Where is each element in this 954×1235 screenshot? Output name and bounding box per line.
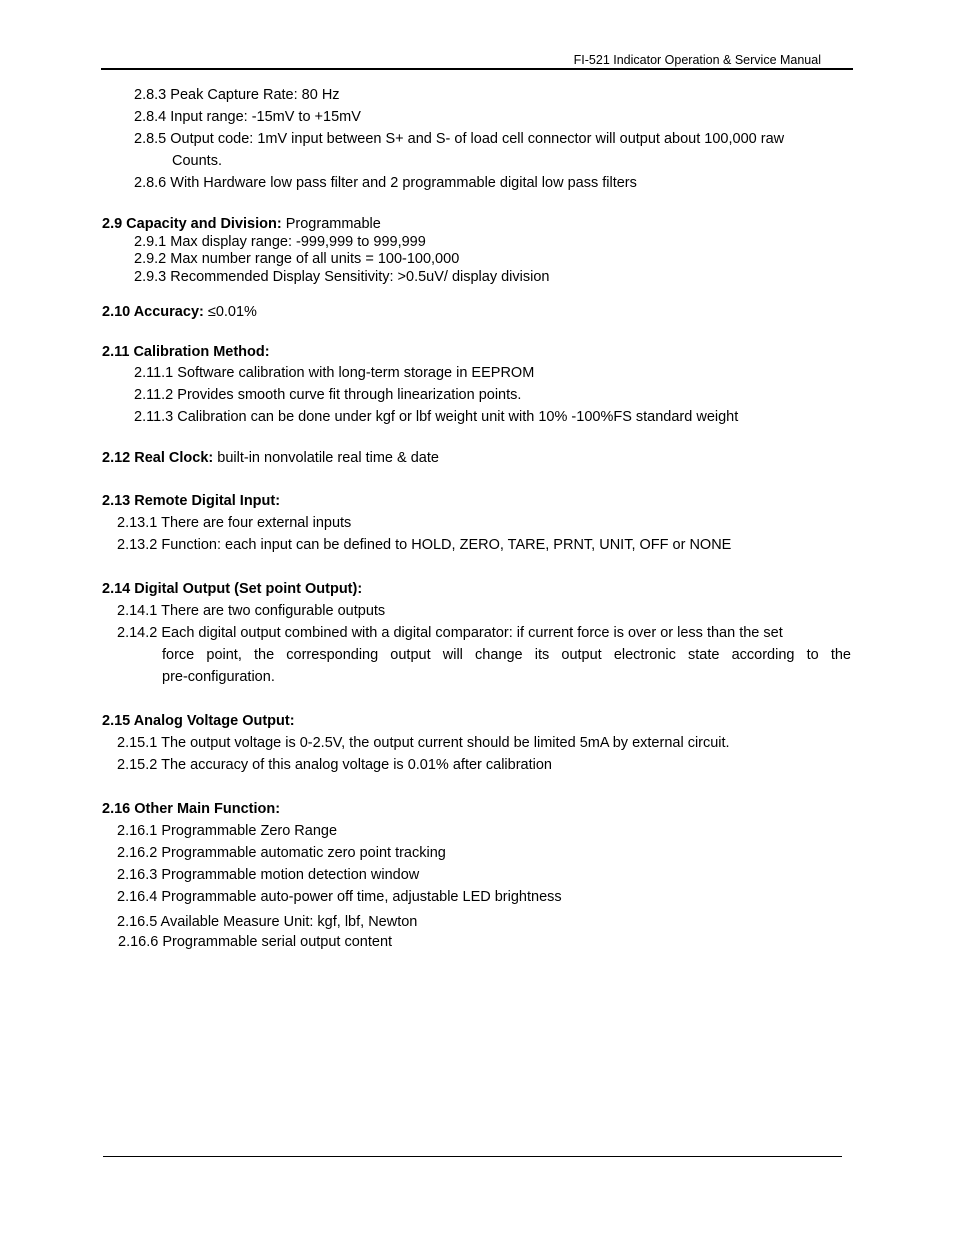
item-2-14-2: 2.14.2 Each digital output combined with a digital comparator: if current force is over or less than the set	[117, 625, 783, 641]
footer-rule	[103, 1156, 842, 1157]
item-2-8-6: 2.8.6 With Hardware low pass filter and 2 programmable digital low pass filters	[134, 175, 637, 191]
item-2-16-2: 2.16.2 Programmable automatic zero point tracking	[117, 845, 446, 861]
item-2-15-1: 2.15.1 The output voltage is 0-2.5V, the output current should be limited 5mA by external circuit.	[117, 735, 730, 751]
item-2-9-1: 2.9.1 Max display range: -999,999 to 999,999	[134, 234, 426, 250]
section-2-12	[102, 449, 439, 467]
item-2-11-2: 2.11.2 Provides smooth curve fit through linearization points.	[134, 387, 522, 403]
item-2-11-3: 2.11.3 Calibration can be done under kgf or lbf weight unit with 10% -100%FS standard weight	[134, 409, 739, 425]
section-2-16-title: 2.16 Other Main Function:	[102, 801, 281, 817]
item-2-8-3: 2.8.3 Peak Capture Rate: 80 Hz	[134, 87, 340, 103]
item-2-16-6: 2.16.6 Programmable serial output content	[118, 934, 393, 950]
item-2-14-2-cont: force point, the corresponding output will change its output electronic state according to the	[162, 647, 851, 663]
item-2-9-3: 2.9.3 Recommended Display Sensitivity: >0.5uV/ display division	[134, 269, 550, 285]
section-2-9-title: 2.9 Capacity and Division:	[102, 216, 282, 232]
item-2-15-2: 2.15.2 The accuracy of this analog voltage is 0.01% after calibration	[117, 757, 552, 773]
running-header: FI-521 Indicator Operation & Service Manual	[573, 53, 821, 67]
section-2-9	[102, 215, 381, 233]
item-2-8-5-cont: Counts.	[172, 153, 222, 169]
section-2-10-title: 2.10 Accuracy:	[102, 304, 204, 320]
item-2-8-5: 2.8.5 Output code: 1mV input between S+ and S- of load cell connector will output about 100,000 raw	[134, 131, 785, 147]
item-2-16-3: 2.16.3 Programmable motion detection window	[117, 867, 420, 883]
header-rule	[101, 68, 853, 70]
section-2-13-title: 2.13 Remote Digital Input:	[102, 493, 281, 509]
section-2-11-title: 2.11 Calibration Method:	[102, 344, 270, 360]
section-2-12-title: 2.12 Real Clock:	[102, 450, 214, 466]
item-2-14-1: 2.14.1 There are two configurable outputs	[117, 603, 386, 619]
item-2-11-1: 2.11.1 Software calibration with long-term storage in EEPROM	[134, 365, 535, 381]
item-2-16-5: 2.16.5 Available Measure Unit: kgf, lbf, Newton	[117, 914, 418, 930]
section-2-15-title: 2.15 Analog Voltage Output:	[102, 713, 295, 729]
item-2-13-2: 2.13.2 Function: each input can be defined to HOLD, ZERO, TARE, PRNT, UNIT, OFF or NONE	[117, 537, 732, 553]
section-2-9-value: Programmable	[281, 216, 381, 232]
section-2-10-value: ≤0.01%	[203, 304, 257, 320]
section-2-14-title: 2.14 Digital Output (Set point Output):	[102, 581, 363, 597]
item-2-16-1: 2.16.1 Programmable Zero Range	[117, 823, 338, 839]
item-2-16-4: 2.16.4 Programmable auto-power off time, adjustable LED brightness	[117, 889, 562, 905]
item-2-9-2: 2.9.2 Max number range of all units = 100-100,000	[134, 251, 460, 267]
item-2-8-4: 2.8.4 Input range: -15mV to +15mV	[134, 109, 361, 125]
item-2-13-1: 2.13.1 There are four external inputs	[117, 515, 352, 531]
section-2-10	[102, 303, 257, 321]
section-2-12-value: built-in nonvolatile real time & date	[213, 450, 439, 466]
item-2-14-2-cont-end: pre-configuration.	[162, 669, 275, 685]
